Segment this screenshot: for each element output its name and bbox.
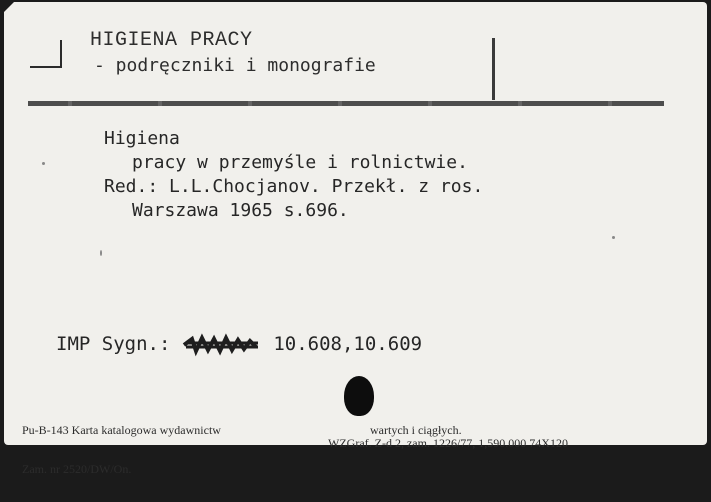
entry-title-continuation: pracy w przemyśle i rolnictwie. [132,152,468,173]
paper-speck [612,236,615,239]
series-title: HIGIENA PRACY [90,29,253,52]
entry-title-line: Higiena [104,128,180,149]
signature-numbers: 10.608,10.609 [273,333,423,355]
footer-left [22,398,221,502]
footer-right-2 [328,411,568,476]
bibliographic-entry [104,127,483,223]
footer-line2-left: Zam. nr 2520/DW/On. [22,462,132,476]
card-corner-cut [4,2,14,12]
footer-line2-right: WZGraf. Z-d 2, zam. 1226/77, 1,590.000 74X120 [328,436,568,450]
strikethrough-scribble [182,335,262,355]
entry-imprint-line: Warszawa 1965 s.696. [132,200,349,221]
footer-line1-right: wartych i ciągłych. [370,423,462,437]
struck-out-number [182,333,274,355]
header-divider [492,38,495,100]
signature-line [56,333,422,355]
header-rule [28,101,664,106]
catalog-card [4,2,707,476]
paper-speck [100,250,102,256]
series-subtitle: - podręczniki i monografie [94,55,376,76]
footer-line1-left: Pu-B-143 Karta katalogowa wydawnictw [22,423,221,437]
header-bracket-mark [30,40,62,68]
entry-editor-line: Red.: L.L.Chocjanov. Przekł. z ros. [104,176,484,197]
paper-speck [42,162,45,165]
signature-label: IMP Sygn.: [56,333,171,355]
